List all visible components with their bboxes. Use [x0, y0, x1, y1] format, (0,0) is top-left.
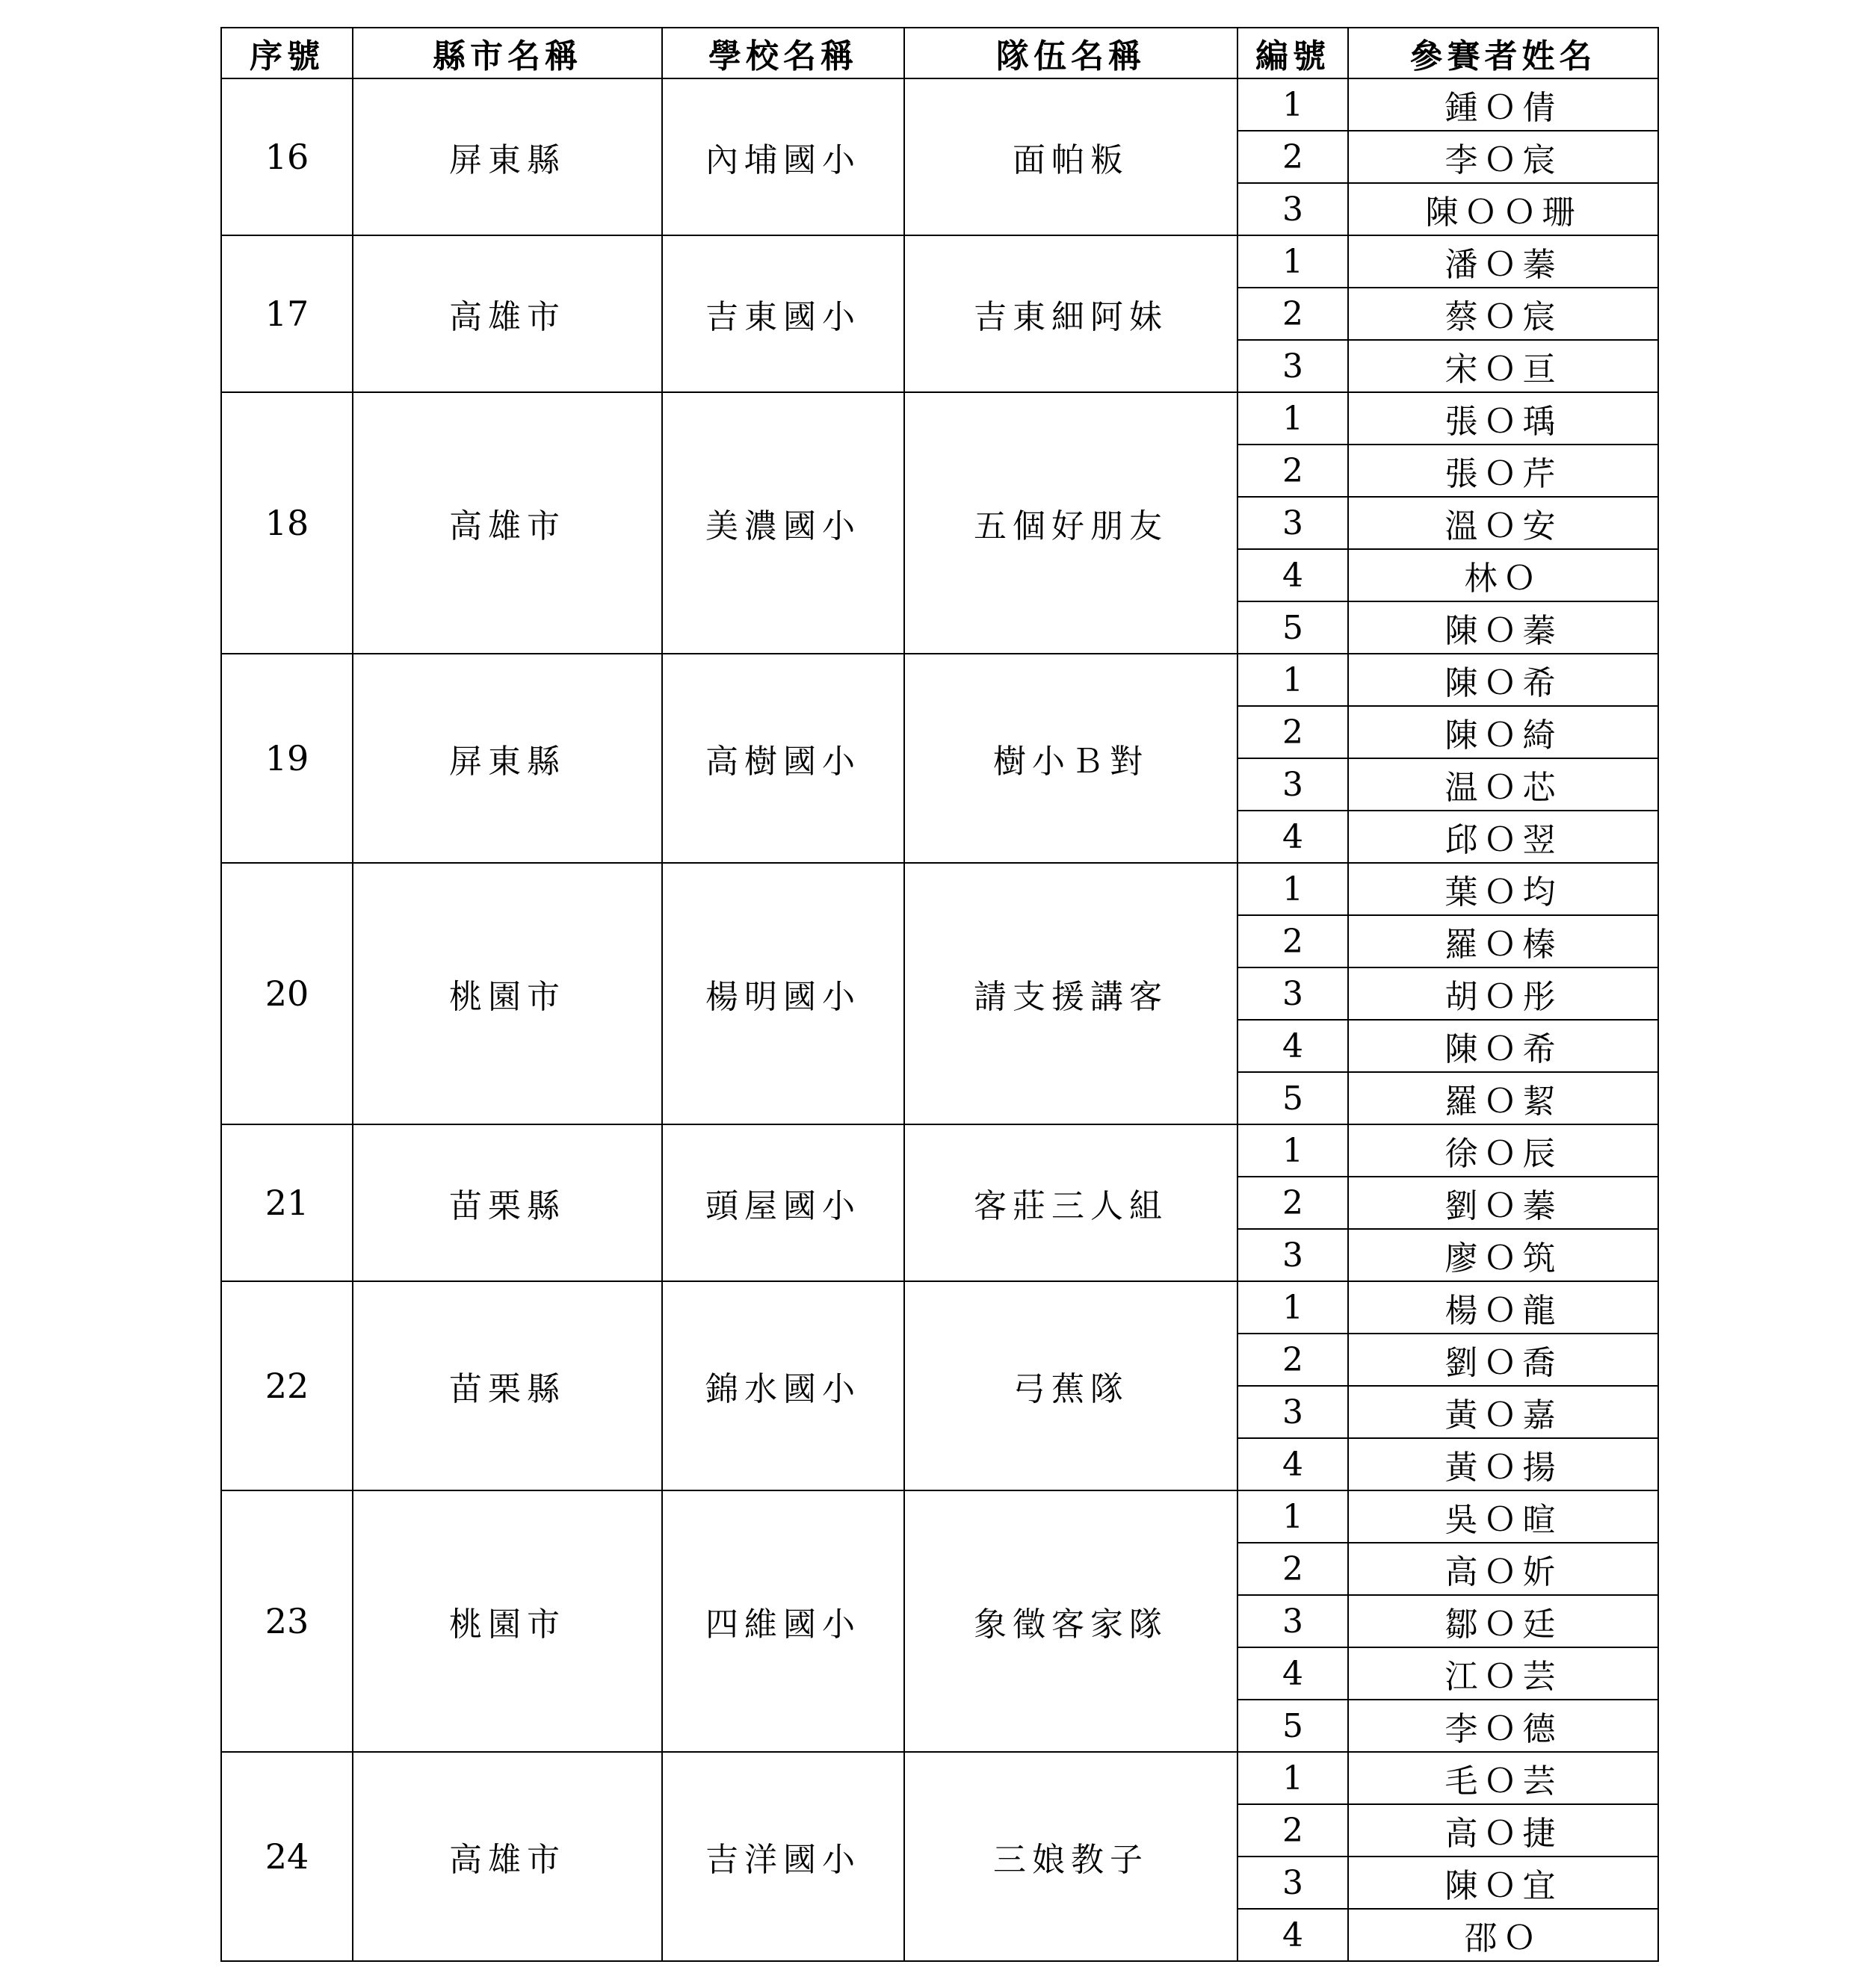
member-no-cell: 1	[1237, 863, 1348, 915]
member-no-cell: 3	[1237, 967, 1348, 1020]
team-school-cell: 頭屋國小	[662, 1124, 904, 1281]
participant-name-cell: 劉Ｏ蓁	[1348, 1177, 1658, 1229]
participant-name-cell: 楊Ｏ龍	[1348, 1281, 1658, 1334]
member-no-cell: 3	[1237, 340, 1348, 392]
team-county-cell: 苗栗縣	[353, 1124, 662, 1281]
member-no-cell: 1	[1237, 78, 1348, 131]
member-no-cell: 1	[1237, 1752, 1348, 1804]
member-no-cell: 2	[1237, 131, 1348, 183]
table-body	[221, 78, 1658, 1961]
member-no-cell: 2	[1237, 1543, 1348, 1595]
header-participant-name: 參賽者姓名	[1348, 28, 1658, 78]
participant-name-cell: 温Ｏ芯	[1348, 758, 1658, 811]
table-row	[221, 392, 1658, 445]
participant-name-cell: 黃Ｏ嘉	[1348, 1386, 1658, 1438]
member-no-cell: 1	[1237, 392, 1348, 445]
participant-name-cell: 張Ｏ瑀	[1348, 392, 1658, 445]
participant-name-cell: 李Ｏ德	[1348, 1700, 1658, 1752]
team-school-cell: 高樹國小	[662, 654, 904, 863]
participant-name-cell: 毛Ｏ芸	[1348, 1752, 1658, 1804]
team-seq-cell: 24	[221, 1752, 353, 1961]
team-county-cell: 桃園市	[353, 1490, 662, 1752]
team-seq-cell: 18	[221, 392, 353, 654]
team-school-cell: 美濃國小	[662, 392, 904, 654]
team-county-cell: 高雄市	[353, 1752, 662, 1961]
participant-name-cell: 邵Ｏ	[1348, 1909, 1658, 1961]
team-school-cell: 四維國小	[662, 1490, 904, 1752]
participant-name-cell: 葉Ｏ均	[1348, 863, 1658, 915]
participant-name-cell: 潘Ｏ蓁	[1348, 235, 1658, 288]
team-seq-cell: 19	[221, 654, 353, 863]
member-no-cell: 4	[1237, 811, 1348, 863]
header-school: 學校名稱	[662, 28, 904, 78]
table-row	[221, 654, 1658, 706]
team-county-cell: 高雄市	[353, 235, 662, 392]
member-no-cell: 5	[1237, 1700, 1348, 1752]
team-county-cell: 屏東縣	[353, 78, 662, 235]
member-no-cell: 4	[1237, 1909, 1348, 1961]
participant-table	[220, 27, 1659, 1962]
team-name-cell: 樹小Ｂ對	[904, 654, 1237, 863]
header-member-no: 編號	[1237, 28, 1348, 78]
team-seq-cell: 17	[221, 235, 353, 392]
participant-name-cell: 鄒Ｏ廷	[1348, 1595, 1658, 1647]
member-no-cell: 2	[1237, 706, 1348, 758]
participant-name-cell: 陳Ｏ綺	[1348, 706, 1658, 758]
member-no-cell: 5	[1237, 1072, 1348, 1124]
header-team: 隊伍名稱	[904, 28, 1237, 78]
participant-name-cell: 劉Ｏ喬	[1348, 1334, 1658, 1386]
team-school-cell: 內埔國小	[662, 78, 904, 235]
table-row	[221, 78, 1658, 131]
member-no-cell: 3	[1237, 497, 1348, 549]
member-no-cell: 4	[1237, 1020, 1348, 1072]
member-no-cell: 4	[1237, 1647, 1348, 1700]
team-seq-cell: 21	[221, 1124, 353, 1281]
member-no-cell: 3	[1237, 1386, 1348, 1438]
team-name-cell: 吉東細阿妹	[904, 235, 1237, 392]
member-no-cell: 5	[1237, 601, 1348, 654]
team-name-cell: 三娘教子	[904, 1752, 1237, 1961]
member-no-cell: 1	[1237, 1281, 1348, 1334]
member-no-cell: 2	[1237, 1804, 1348, 1857]
participant-name-cell: 李Ｏ宸	[1348, 131, 1658, 183]
participant-name-cell: 陳Ｏ希	[1348, 1020, 1658, 1072]
member-no-cell: 1	[1237, 1490, 1348, 1543]
team-county-cell: 屏東縣	[353, 654, 662, 863]
participant-name-cell: 黃Ｏ揚	[1348, 1438, 1658, 1490]
team-school-cell: 楊明國小	[662, 863, 904, 1124]
participant-name-cell: 溫Ｏ安	[1348, 497, 1658, 549]
member-no-cell: 3	[1237, 1595, 1348, 1647]
team-name-cell: 面帕粄	[904, 78, 1237, 235]
member-no-cell: 2	[1237, 288, 1348, 340]
member-no-cell: 2	[1237, 915, 1348, 967]
team-county-cell: 苗栗縣	[353, 1281, 662, 1490]
participant-name-cell: 陳Ｏ希	[1348, 654, 1658, 706]
team-name-cell: 象徵客家隊	[904, 1490, 1237, 1752]
member-no-cell: 2	[1237, 1334, 1348, 1386]
participant-name-cell: 蔡Ｏ宸	[1348, 288, 1658, 340]
header-seq: 序號	[221, 28, 353, 78]
participant-name-cell: 高Ｏ捷	[1348, 1804, 1658, 1857]
member-no-cell: 2	[1237, 1177, 1348, 1229]
team-school-cell: 吉東國小	[662, 235, 904, 392]
team-county-cell: 高雄市	[353, 392, 662, 654]
member-no-cell: 1	[1237, 1124, 1348, 1177]
team-name-cell: 客莊三人組	[904, 1124, 1237, 1281]
member-no-cell: 4	[1237, 1438, 1348, 1490]
participant-name-cell: 江Ｏ芸	[1348, 1647, 1658, 1700]
team-school-cell: 錦水國小	[662, 1281, 904, 1490]
member-no-cell: 3	[1237, 183, 1348, 235]
participant-name-cell: 邱Ｏ翌	[1348, 811, 1658, 863]
member-no-cell: 3	[1237, 1229, 1348, 1281]
participant-name-cell: 陳ＯＯ珊	[1348, 183, 1658, 235]
team-name-cell: 弓蕉隊	[904, 1281, 1237, 1490]
table-row	[221, 1281, 1658, 1334]
member-no-cell: 4	[1237, 549, 1348, 601]
team-seq-cell: 22	[221, 1281, 353, 1490]
participant-name-cell: 林Ｏ	[1348, 549, 1658, 601]
team-county-cell: 桃園市	[353, 863, 662, 1124]
team-name-cell: 請支援講客	[904, 863, 1237, 1124]
participant-name-cell: 張Ｏ芹	[1348, 445, 1658, 497]
team-seq-cell: 20	[221, 863, 353, 1124]
participant-name-cell: 宋Ｏ亘	[1348, 340, 1658, 392]
member-no-cell: 1	[1237, 654, 1348, 706]
participant-name-cell: 陳Ｏ宜	[1348, 1857, 1658, 1909]
participant-name-cell: 羅Ｏ絜	[1348, 1072, 1658, 1124]
team-name-cell: 五個好朋友	[904, 392, 1237, 654]
participant-name-cell: 吳Ｏ暄	[1348, 1490, 1658, 1543]
table-row	[221, 1124, 1658, 1177]
team-school-cell: 吉洋國小	[662, 1752, 904, 1961]
participant-name-cell: 高Ｏ妡	[1348, 1543, 1658, 1595]
member-no-cell: 1	[1237, 235, 1348, 288]
participant-name-cell: 廖Ｏ筑	[1348, 1229, 1658, 1281]
header-row	[221, 28, 1658, 78]
member-no-cell: 3	[1237, 1857, 1348, 1909]
table-row	[221, 863, 1658, 915]
table-row	[221, 1490, 1658, 1543]
participant-name-cell: 羅Ｏ榛	[1348, 915, 1658, 967]
table-row	[221, 235, 1658, 288]
participant-name-cell: 胡Ｏ彤	[1348, 967, 1658, 1020]
participant-name-cell: 陳Ｏ蓁	[1348, 601, 1658, 654]
team-seq-cell: 23	[221, 1490, 353, 1752]
member-no-cell: 2	[1237, 445, 1348, 497]
header-county: 縣市名稱	[353, 28, 662, 78]
participant-name-cell: 鍾Ｏ倩	[1348, 78, 1658, 131]
team-seq-cell: 16	[221, 78, 353, 235]
table-row	[221, 1752, 1658, 1804]
member-no-cell: 3	[1237, 758, 1348, 811]
participant-name-cell: 徐Ｏ辰	[1348, 1124, 1658, 1177]
